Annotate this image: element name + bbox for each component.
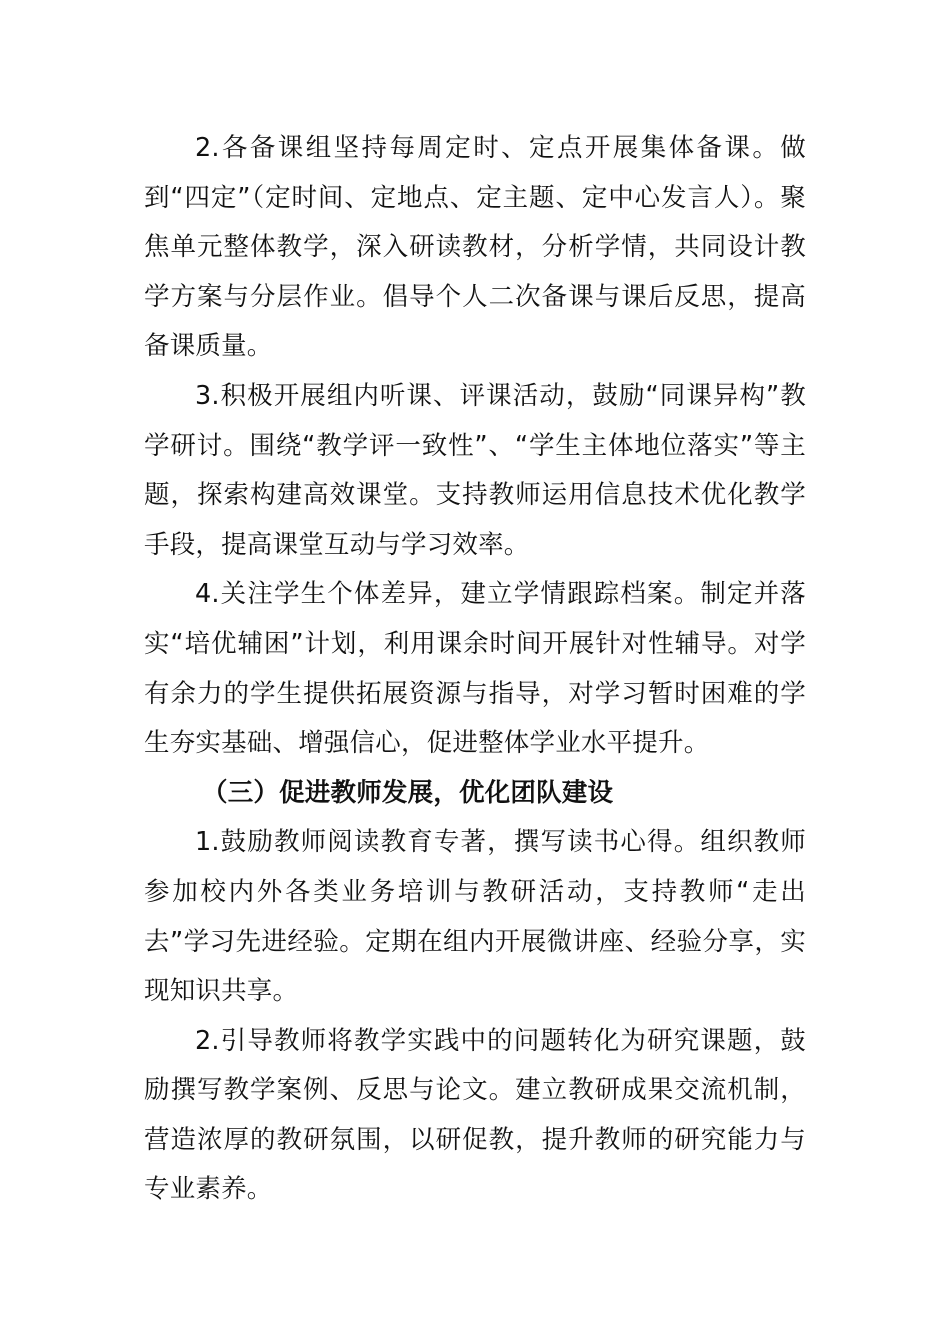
paragraph-teacher-research: 2.引导教师将教学实践中的问题转化为研究课题，鼓励撰写教学案例、反思与论文。建立教研成果交流机制，营造浓厚的教研氛围，以研促教，提升教师的研究能力与专业素养。 [144, 1025, 806, 1205]
paragraph-lesson-prep: 2.各备课组坚持每周定时、定点开展集体备课。做到“四定”（定时间、定地点、定主题、定中心发言人）。聚焦单元整体教学，深入研读教材，分析学情，共同设计教学方案与分层作业。倡导个人二次备课与课后反思，提高备课质量。 [144, 133, 806, 362]
paragraph-student-differences: 4.关注学生个体差异，建立学情跟踪档案。制定并落实“培优辅困”计划，利用课余时间开展针对性辅导。对学有余力的学生提供拓展资源与指导，对学习暂时困难的学生夯实基础、增强信心，促进整体学业水平提升。 [144, 579, 806, 759]
section-heading: （三）促进教师发展，优化团队建设 [202, 777, 614, 808]
paragraph-teacher-reading: 1.鼓励教师阅读教育专著，撰写读书心得。组织教师参加校内外各类业务培训与教研活动，支持教师“走出去”学习先进经验。定期在组内开展微讲座、经验分享，实现知识共享。 [144, 827, 806, 1007]
paragraph-lesson-observation: 3.积极开展组内听课、评课活动，鼓励“同课异构”教学研讨。围绕“教学评一致性”、“学生主体地位落实”等主题，探索构建高效课堂。支持教师运用信息技术优化教学手段，提高课堂互动与学习效率。 [144, 380, 806, 560]
document-page [144, 124, 806, 1215]
